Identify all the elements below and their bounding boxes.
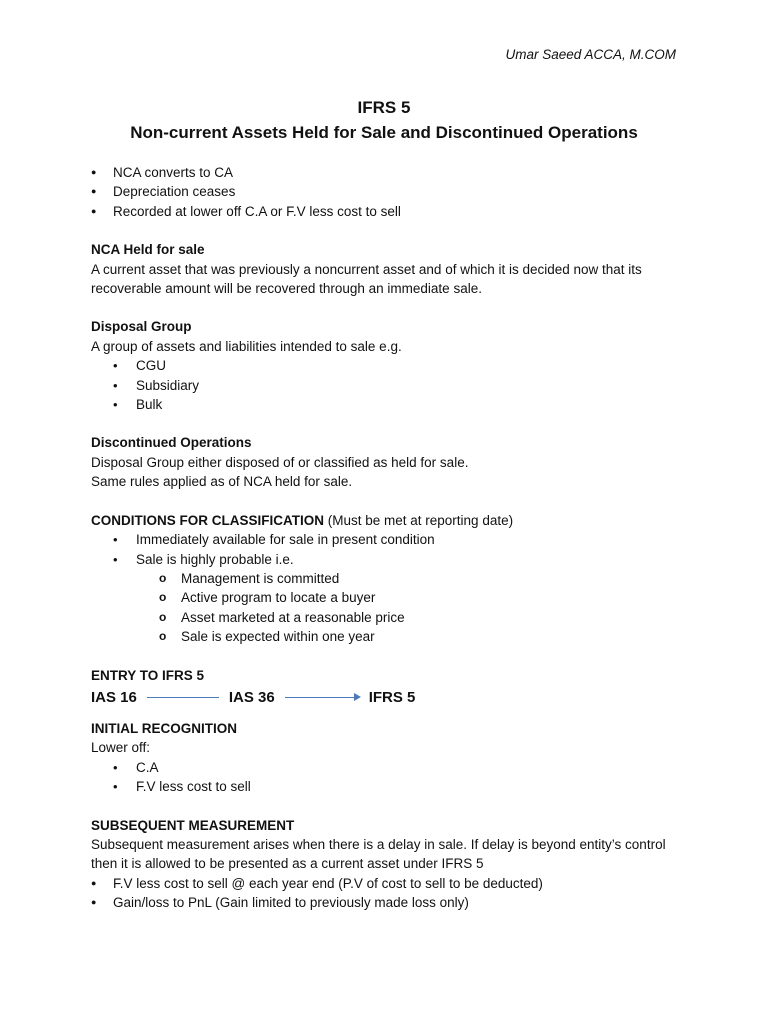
section-heading-entry: ENTRY TO IFRS 5 [91, 667, 205, 683]
sublist-item: o Asset marketed at a reasonable price [91, 608, 691, 627]
paragraph-line: recoverable amount will be recovered through an immediate sale. [91, 281, 482, 297]
intro-bullet-list [91, 163, 691, 221]
list-item: • Bulk [91, 395, 691, 414]
paragraph-line: Subsequent measurement arises when there is a delay in sale. If delay is beyond entity’s control [91, 836, 666, 852]
flow-line [147, 697, 219, 699]
document-subtitle: Non-current Assets Held for Sale and Discontinued Operations [130, 123, 638, 142]
section-heading-disposal-group: Disposal Group [91, 319, 192, 335]
list-item: • C.A [91, 758, 691, 777]
document-title: IFRS 5 [357, 98, 411, 117]
flow-node-ifrs5: IFRS 5 [368, 689, 416, 707]
list-item: • Subsidiary [91, 376, 691, 395]
conditions-sublist [91, 569, 691, 647]
intro-bullet: ● Recorded at lower off C.A or F.V less cost to sell [91, 202, 691, 221]
paragraph-line: then it is allowed to be presented as a current asset under IFRS 5 [91, 856, 484, 872]
paragraph-line: A current asset that was previously a noncurrent asset and of which it is decided now that its [91, 261, 642, 277]
flow-node-ias16: IAS 16 [91, 689, 137, 707]
flow-node-ias36: IAS 36 [228, 689, 275, 707]
author-line: Umar Saeed ACCA, M.COM [505, 47, 676, 62]
document-body [91, 163, 691, 913]
section-heading-nca-held: NCA Held for sale [91, 242, 205, 258]
initial-list [91, 758, 691, 797]
sublist-item: o Sale is expected within one year [91, 627, 691, 646]
paragraph-line: Lower off: [91, 740, 151, 756]
list-item: ● F.V less cost to sell @ each year end (P.V of cost to sell to be deducted) [91, 874, 691, 893]
list-item: ● Gain/loss to PnL (Gain limited to previously made loss only) [91, 893, 691, 912]
paragraph-line: A group of assets and liabilities intended to sale e.g. [91, 338, 402, 354]
sublist-item: o Active program to locate a buyer [91, 588, 691, 607]
intro-bullet: ● NCA converts to CA [91, 163, 691, 182]
list-item: • F.V less cost to sell [91, 777, 691, 796]
title-block [0, 95, 768, 145]
subsequent-list [91, 874, 691, 913]
list-item: • Sale is highly probable i.e. [91, 550, 691, 569]
intro-bullet: ● Depreciation ceases [91, 182, 691, 201]
section-heading-subsequent: SUBSEQUENT MEASUREMENT [91, 817, 295, 833]
sublist-item: o Management is committed [91, 569, 691, 588]
paragraph-line: Same rules applied as of NCA held for sale. [91, 474, 353, 490]
conditions-note: (Must be met at reporting date) [324, 512, 514, 528]
conditions-list [91, 530, 691, 569]
conditions-heading: CONDITIONS FOR CLASSIFICATION [91, 512, 324, 528]
list-item: • Immediately available for sale in present condition [91, 530, 691, 549]
disposal-group-list [91, 356, 691, 414]
list-item: • CGU [91, 356, 691, 375]
entry-flow-diagram [91, 687, 691, 709]
paragraph-line: Disposal Group either disposed of or classified as held for sale. [91, 454, 469, 470]
section-heading-discontinued: Discontinued Operations [91, 435, 252, 451]
section-heading-conditions [91, 511, 691, 530]
section-heading-initial: INITIAL RECOGNITION [91, 720, 238, 736]
flow-arrow [285, 697, 359, 699]
